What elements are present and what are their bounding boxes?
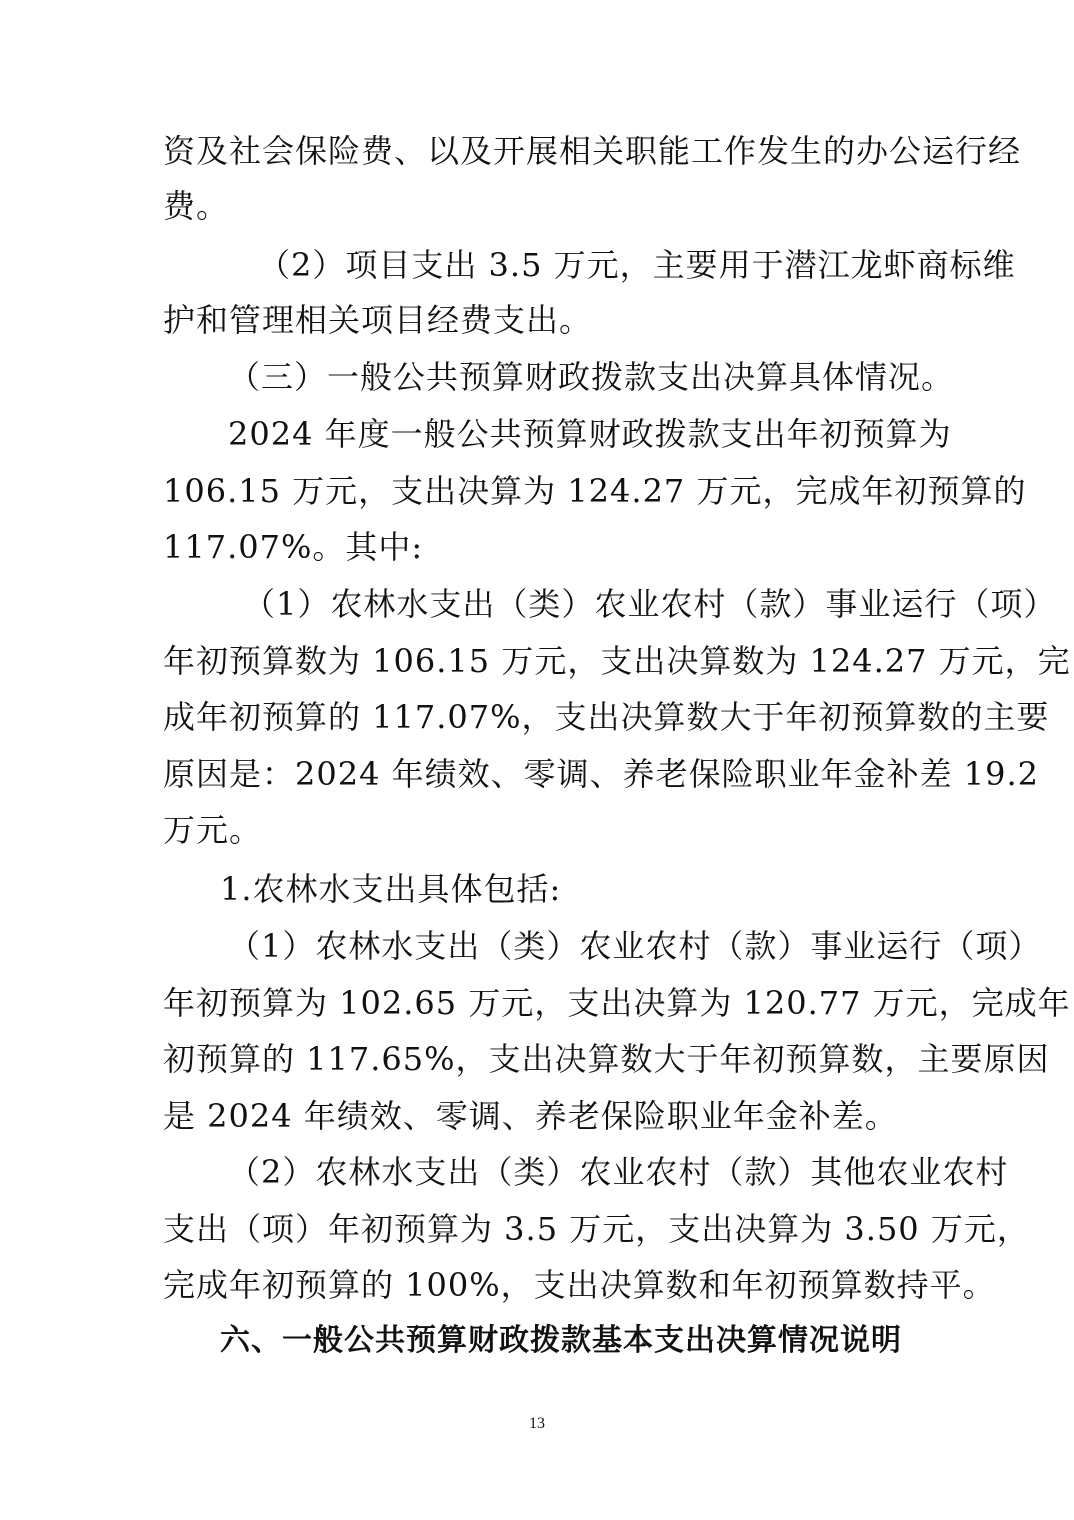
subsection-heading: （三）一般公共预算财政拨款支出决算具体情况。 [228, 358, 955, 396]
body-text-line: （1）农林水支出（类）农业农村（款）事业运行（项） [228, 927, 1042, 965]
body-text-line: 护和管理相关项目经费支出。 [163, 301, 593, 339]
body-text-line: 1.农林水支出具体包括: [220, 870, 562, 908]
body-text-line: 是 2024 年绩效、零调、养老保险职业年金补差。 [163, 1097, 898, 1135]
body-text-line: 支出（项）年初预算为 3.5 万元，支出决算为 3.50 万元， [163, 1210, 1030, 1248]
body-text-line: （1）农林水支出（类）农业农村（款）事业运行（项） [243, 585, 1057, 623]
body-text-line: 完成年初预算的 100%，支出决算数和年初预算数持平。 [163, 1266, 996, 1304]
body-text-line: 万元。 [163, 811, 263, 849]
body-text-line: （2）农林水支出（类）农业农村（款）其他农业农村 [228, 1153, 1009, 1191]
body-text-line: 资及社会保险费、以及开展相关职能工作发生的办公运行经 [163, 132, 1022, 170]
body-text-line: 年初预算为 102.65 万元，支出决算为 120.77 万元，完成年 [163, 984, 1071, 1022]
body-text-line: 106.15 万元，支出决算为 124.27 万元，完成年初预算的 [163, 472, 1027, 510]
body-text-line: 费。 [163, 187, 230, 225]
body-text-line: 原因是：2024 年绩效、零调、养老保险职业年金补差 19.2 [163, 755, 1040, 793]
body-text-line: （2）项目支出 3.5 万元，主要用于潜江龙虾商标维 [258, 246, 1016, 284]
body-text-line: 2024 年度一般公共预算财政拨款支出年初预算为 [228, 415, 952, 453]
body-text-line: 成年初预算的 117.07%，支出决算数大于年初预算数的主要 [163, 698, 1050, 736]
page-number: 13 [529, 1415, 545, 1432]
section-heading: 六、一般公共预算财政拨款基本支出决算情况说明 [220, 1323, 902, 1358]
body-text-line: 117.07%。其中: [163, 528, 424, 566]
body-text-line: 年初预算数为 106.15 万元，支出决算数为 124.27 万元，完 [163, 642, 1071, 680]
body-text-line: 初预算的 117.65%，支出决算数大于年初预算数，主要原因 [163, 1040, 1050, 1078]
